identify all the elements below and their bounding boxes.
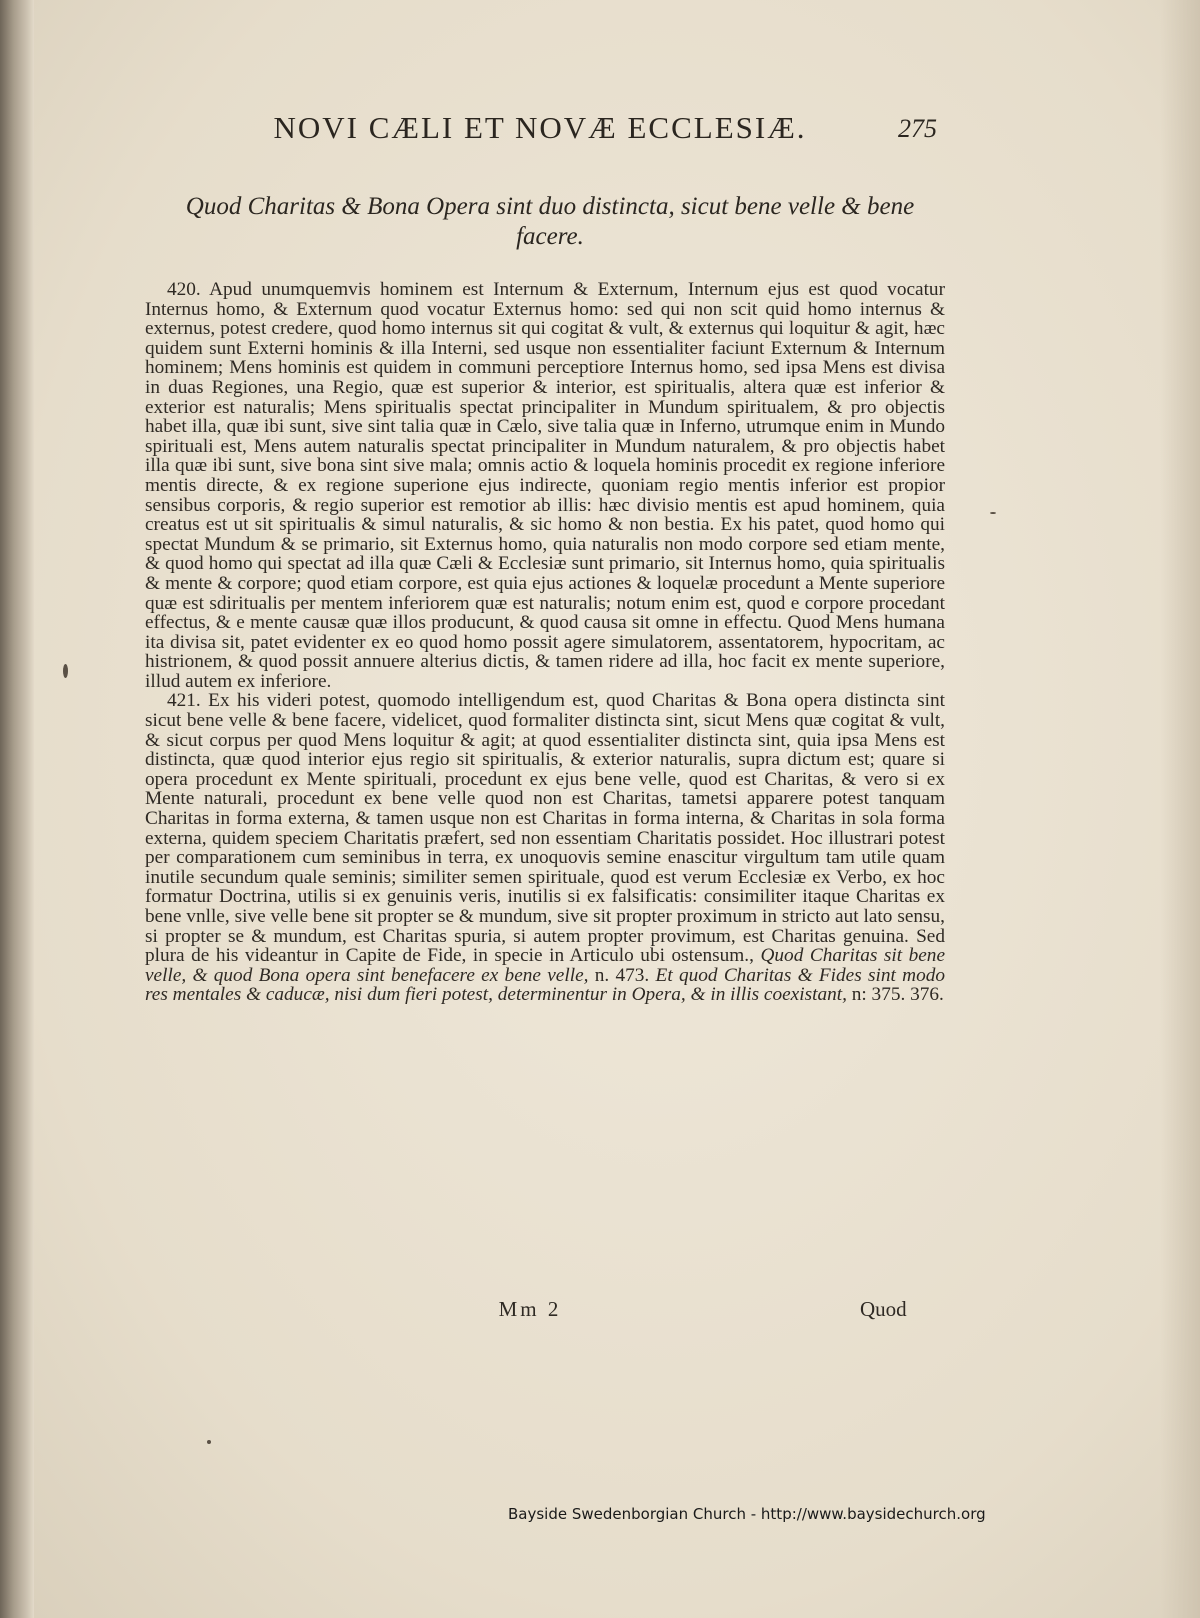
paragraph-420 [145, 280, 945, 691]
paragraph-text: Apud unumquemvis hominem est Internum & Externum, Internum ejus est quod vocatur Internus homo, & Externum quod vocatur Externus homo: sed qui non scit quid homo internus & externus, potest credere, quod homo internus sit qui cogitat & vult, & externus qui loquitur & agit, hæc quidem sunt Externi hominis & illa Interni, sed usque non essentialiter faciunt Externum & Internum hominem; Mens hominis est quidem in communi perceptiore Internus homo, sed ipsa Mens est divisa in duas Regiones, una Regio, quæ est superior & interior, est spiritualis, altera quæ est inferior & exterior est naturalis; Mens spiritualis spectat principaliter in Mundum spiritualem, & pro objectis habet illa, quæ ibi sunt, sive sint talia quæ in Cælo, sive talia quæ in Inferno, utrumque enim in Mundo spirituali est, Mens autem naturalis spectat principaliter in Mundum naturalem, & pro objectis habet illa quæ ibi sunt, sive bona sint sive mala; omnis actio & loquela hominis procedit ex regione inferiore mentis directe, & ex regione superione ejus indirecte, quoniam regio mentis inferior est propior sensibus corporis, & regio superior est remotior ab illis: hæc divisio mentis est apud hominem, quia creatus est ut sit spiritualis & simul naturalis, & sic homo & non bestia. Ex his patet, quod homo qui spectat Mundum & se primario, sit Externus homo, quia naturalis non modo corpore sed etiam mente, & quod homo qui spectat ad illa quæ Cæli & Ecclesiæ sunt primario, sit Internus homo, quia spiritualis & mente & corpore; quod etiam corpore, est quia ejus actiones & loquelæ procedunt a Mente superiore quæ est sdiritualis per mentem inferiorem quæ est naturalis; notum enim est, quod e corpore procedant effectus, & e mente causæ quæ illos producunt, & quod causa sit omne in effectu. Quod Mens humana ita divisa sit, patet evidenter ex eo quod homo possit agere simulatorem, assentatorem, hypocritam, ac histrionem, & quod possit annuere alterius dictis, & tamen ridere ad illa, hoc facit ex mente superiore, illud autem ex inferiore. [145, 279, 945, 692]
ink-speck [990, 512, 996, 514]
ink-speck [207, 1440, 211, 1444]
paragraph-number: 421. [167, 690, 201, 712]
paragraph-421 [145, 691, 945, 1005]
page-number: 275 [898, 114, 937, 143]
running-head: NOVI CÆLI ET NOVÆ ECCLESIÆ. [273, 110, 807, 145]
section-heading: Quod Charitas & Bona Opera sint duo distincta, sicut bene velle & bene facere. [185, 193, 915, 250]
body-text [145, 280, 945, 1005]
page-edge-shadow [1160, 0, 1200, 1618]
catchword: Quod [860, 1297, 907, 1321]
ink-speck [63, 664, 68, 678]
paragraph-number: 420. [167, 279, 201, 300]
italic-citation: Quod Charitas sit bene velle, & quod Bona opera sint benefacere ex bene velle, [145, 945, 945, 986]
paragraph-text: Ex his videri potest, quomodo intelligendum est, quod Charitas & Bona opera distincta sint sicut bene velle & bene facere, videlicet, quod formaliter distincta sint, sicut Mens quæ cogitat & vult, & sicut corpus per quod Mens loquitur & agit; at quod essentialiter distincta sint, quia ipsa Mens est distincta, quæ quod interior ejus regio sit spiritualis, & exterior naturalis, supra dictum est; quare si opera procedunt ex Mente spirituali, procedunt ex ejus bene velle, quod est Charitas, & vero si ex Mente naturali, procedunt ex bene velle quod non est Charitas, tametsi apparere potest tanquam Charitas in forma externa, & tamen usque non est Charitas in forma interna, & Charitas in sola forma externa, quidem speciem Charitatis præfert, sed non essentiam Charitatis possidet. Hoc illustrari potest per comparationem cum seminibus in terra, ex unoquovis semine enascitur virgultum tam utile quam inutile secundum quale seminis; similiter semen spirituale, quod est verum Ecclesiæ ex Verbo, ex hoc formatur Doctrina, utilis si ex genuinis veris, inutilis si ex falsificatis: consimiliter itaque Charitas ex bene vnlle, sive velle bene sit propter se & mundum, sive sit propter proximum in stricto aut lato sensu, si propter se & mundum, est Charitas spuria, si autem propter provimum, est Charitas genuina. Sed plura de his videantur in Capite de Fide, in specie in Articulo ubi ostensum., [145, 690, 945, 967]
reference-number: n. 473. [594, 964, 650, 986]
reference-number: n: 375. 376. [851, 984, 944, 1006]
signature-mark: Mm 2 [498, 1297, 562, 1321]
italic-citation: Et quod Charitas & Fides sint modo res mentales & caducæ, nisi dum fieri potest, determinentur in Opera, & in illis coexistant, [145, 964, 945, 1006]
footer-credit: Bayside Swedenborgian Church - http://www.baysidechurch.org [508, 1505, 986, 1523]
page-binding-edge [0, 0, 34, 1618]
